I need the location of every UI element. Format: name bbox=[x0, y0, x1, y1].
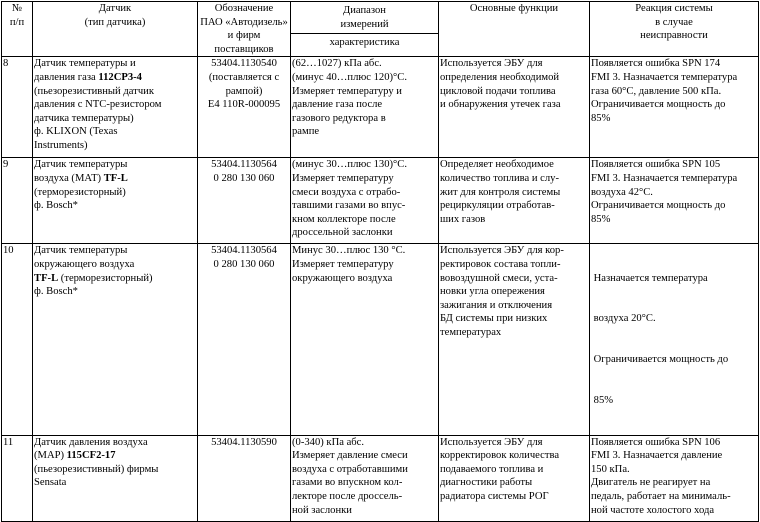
sensor-model: 115CF2-17 bbox=[66, 450, 116, 462]
range-cell: (0-340) кПа абс. Измеряет давление смеси воздуха с отработавшими газами во впускном кол- лекторе после дроссель- ной заслонки bbox=[291, 435, 439, 521]
header-designation: Обозначение ПАО «Автодизель» и фирм поставщиков bbox=[198, 2, 291, 57]
sensor-cell: Датчик давления воздуха (МАР) 115CF2-17 (пьезорезистивный) фирмы Sensata bbox=[33, 435, 198, 521]
row-number: 8 bbox=[2, 57, 33, 158]
header-sensor: Датчик (тип датчика) bbox=[33, 2, 198, 57]
table-header-row bbox=[2, 2, 759, 57]
sensor-cell: Датчик температуры воздуха (МАТ) TF-L (терморезисторный) ф. Bosch* bbox=[33, 158, 198, 244]
header-range: Диапазон измерений характеристика bbox=[291, 2, 439, 57]
range-cell: (минус 30…плюс 130)°С. Измеряет температуру смеси воздуха с отрабо- тавшими газами во впус- кном коллекторе после дроссельной заслонки bbox=[291, 158, 439, 244]
table-row bbox=[2, 57, 759, 158]
row-number: 9 bbox=[2, 158, 33, 244]
designation-cell: 53404.1130564 0 280 130 060 bbox=[198, 158, 291, 244]
reaction-cell: Появляется ошибка SPN 174 FMI 3. Назначается температура газа 60°С, давление 500 кПа. Ограничивается мощность до 85% bbox=[590, 57, 759, 158]
row-number: 11 bbox=[2, 435, 33, 521]
reaction-cell: Появляется ошибка SPN 105 FMI 3. Назначается температура воздуха 42°С. Ограничивается мощность до 85% bbox=[590, 158, 759, 244]
functions-cell: Используется ЭБУ для кор- ректировок состава топли- вовоздушной смеси, уста- новки угла опережения зажигания и отключения БД системы при низких температурах bbox=[439, 244, 590, 435]
designation-cell: 53404.1130540 (поставляется с рампой) E4 110R-000095 bbox=[198, 57, 291, 158]
sensor-model: TF-L bbox=[103, 172, 128, 184]
reaction-cell: Назначается температура воздуха 20°С. Ограничивается мощность до 85% bbox=[590, 244, 759, 435]
functions-cell: Используется ЭБУ для корректировок количества подаваемого топлива и диагностики работы радиатора системы РОГ bbox=[439, 435, 590, 521]
header-reaction: Реакция системы в случае неисправности bbox=[590, 2, 759, 57]
functions-cell: Используется ЭБУ для определения необходимой цикловой подачи топлива и обнаружения утечек газа bbox=[439, 57, 590, 158]
sensor-model: TF-L bbox=[34, 272, 59, 284]
designation-cell: 53404.1130590 bbox=[198, 435, 291, 521]
header-functions: Основные функции bbox=[439, 2, 590, 57]
range-cell: Минус 30…плюс 130 °С. Измеряет температуру окружающего воздуха bbox=[291, 244, 439, 435]
sensor-cell: Датчик температуры окружающего воздуха TF-L (терморезисторный) ф. Bosch* bbox=[33, 244, 198, 435]
table-row bbox=[2, 435, 759, 521]
sensor-model: 112CP3-4 bbox=[98, 71, 142, 83]
reaction-cell: Появляется ошибка SPN 106 FMI 3. Назначается давление 150 кПа. Двигатель не реагирует на педаль, работает на минималь- ной частоте холостого хода bbox=[590, 435, 759, 521]
table-row bbox=[2, 244, 759, 435]
row-number: 10 bbox=[2, 244, 33, 435]
sensor-table bbox=[1, 1, 759, 522]
designation-cell: 53404.1130564 0 280 130 060 bbox=[198, 244, 291, 435]
range-cell: (62…1027) кПа абс. (минус 40…плюс 120)°С. Измеряет температуру и давление газа после газового редуктора в рампе bbox=[291, 57, 439, 158]
sensor-cell: Датчик температуры и давления газа 112CP3-4 (пьезорезистивный датчик давления с NTC-резистором датчика температуры) ф. KLIXON (Texas Instruments) bbox=[33, 57, 198, 158]
functions-cell: Определяет необходимое количество топлива и слу- жит для контроля системы рециркуляции отработав- ших газов bbox=[439, 158, 590, 244]
table-row bbox=[2, 158, 759, 244]
header-range-sub: характеристика bbox=[291, 33, 439, 50]
header-num: № п/п bbox=[2, 2, 33, 57]
